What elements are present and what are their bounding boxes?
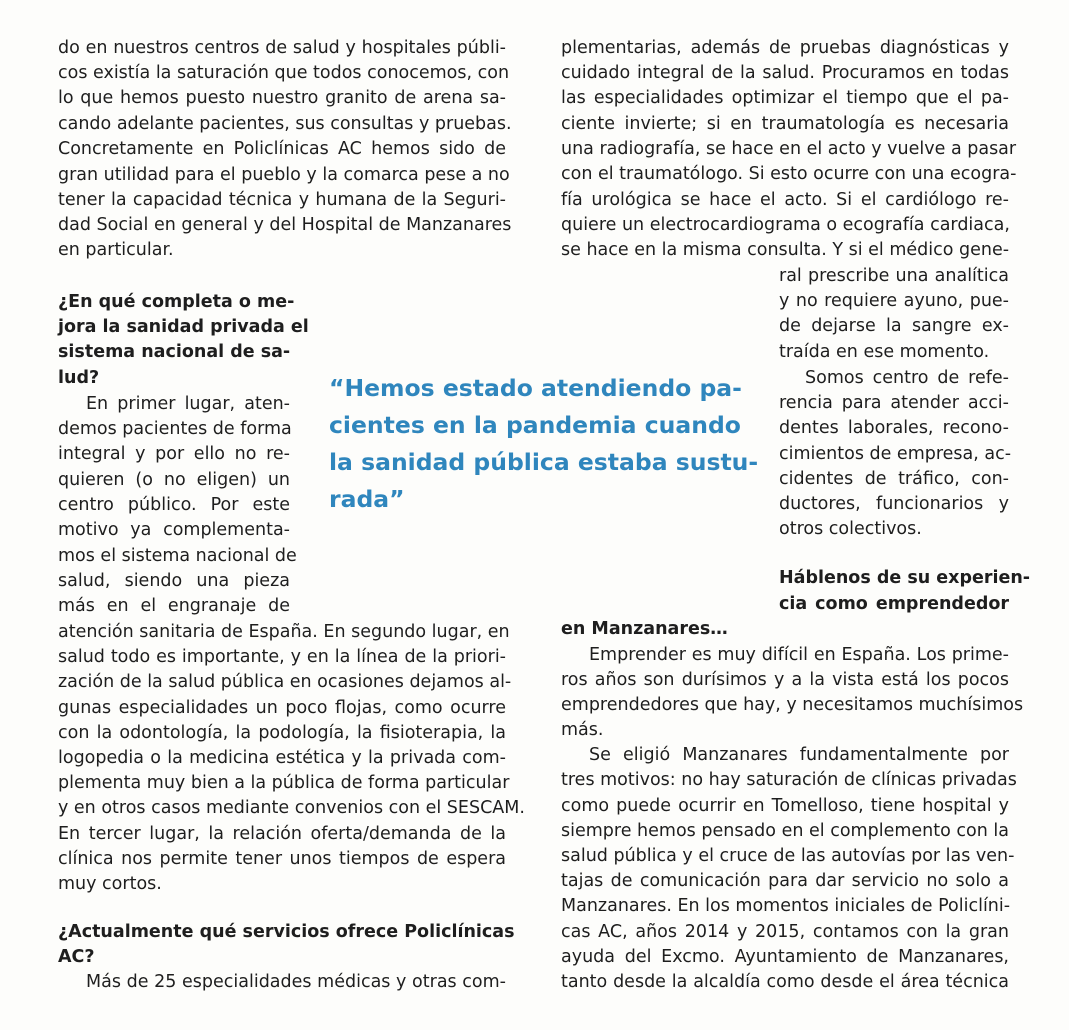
text-line: salud todo es importante, y en la línea de la priori- xyxy=(58,647,506,667)
text-line: se hace en la misma consulta. Y si el médico gene- xyxy=(561,240,1010,260)
text-line: plementa muy bien a la pública de forma particular xyxy=(58,773,510,793)
text-line: salud pública y el cruce de las autovías por las ven- xyxy=(561,846,1015,866)
text-line: atención sanitaria de España. En segundo lugar, en xyxy=(58,622,510,642)
text-line: centro público. Por este xyxy=(58,495,290,515)
text-line: más en el engranaje de xyxy=(58,596,290,616)
text-line: plementarias, además de pruebas diagnósticas y xyxy=(561,38,1009,58)
text-line: cimientos de empresa, ac- xyxy=(779,444,1012,464)
text-line: zación de la salud pública en ocasiones dejamos al- xyxy=(58,672,512,692)
heading-line: Háblenos de su experien- xyxy=(779,568,1031,588)
text-line: ayuda del Excmo. Ayuntamiento de Manzanares, xyxy=(561,947,1009,967)
pull-quote-line: la sanidad pública estaba sustu- xyxy=(329,448,759,476)
text-line: como puede ocurrir en Tomelloso, tiene hospital y xyxy=(561,796,1009,816)
text-line: Más de 25 especialidades médicas y otras com- xyxy=(86,972,506,992)
text-line: ciente invierte; si en traumatología es necesaria xyxy=(561,114,1009,134)
text-line: gran utilidad para el pueblo y la comarca pese a no xyxy=(58,165,510,185)
heading-line: en Manzanares… xyxy=(561,619,728,639)
heading-line: cia como emprendedor xyxy=(779,594,1009,614)
text-line: más. xyxy=(561,720,604,740)
text-line: En primer lugar, aten- xyxy=(86,394,290,414)
text-line: y en otros casos mediante convenios con el SESCAM. xyxy=(58,798,525,818)
text-line: mos el sistema nacional de xyxy=(58,546,297,566)
text-line: fía urológica se hace el acto. Si el cardiólogo re- xyxy=(561,190,1009,210)
text-line: do en nuestros centros de salud y hospitales públi- xyxy=(58,38,506,58)
text-line: tanto desde la alcaldía como desde el área técnica xyxy=(561,972,1009,992)
text-line: clínica nos permite tener unos tiempos de espera xyxy=(58,849,506,869)
text-line: con la odontología, la podología, la fisioterapia, la xyxy=(58,723,506,743)
text-line: salud, siendo una pieza xyxy=(58,571,290,591)
text-line: las especialidades optimizar el tiempo que el pa- xyxy=(561,88,1009,108)
text-line: quieren (o no eligen) un xyxy=(58,470,290,490)
text-line: tres motivos: no hay saturación de clínicas privadas xyxy=(561,770,1017,790)
text-line: muy cortos. xyxy=(58,874,162,894)
text-line: de dejarse la sangre ex- xyxy=(779,316,1009,336)
pull-quote-line: “Hemos estado atendiendo pa- xyxy=(329,374,742,402)
text-line: Concretamente en Policlínicas AC hemos sido de xyxy=(58,139,506,159)
text-line: ral prescribe una analítica xyxy=(779,266,1009,286)
text-line: cando adelante pacientes, sus consultas y pruebas. xyxy=(58,114,512,134)
text-line: ductores, funcionarios y xyxy=(779,494,1009,514)
text-line: cas AC, años 2014 y 2015, contamos con la gran xyxy=(561,922,1009,942)
text-line: con el traumatólogo. Si esto ocurre con una ecogra- xyxy=(561,164,1017,184)
text-line: rencia para atender acci- xyxy=(779,393,1009,413)
text-line: tener la capacidad técnica y humana de la Seguri- xyxy=(58,190,506,210)
text-line: Emprender es muy difícil en España. Los prime- xyxy=(589,645,1009,665)
text-line: motivo ya complementa- xyxy=(58,520,290,540)
heading-line: sistema nacional de sa- xyxy=(58,342,291,362)
text-line: integral y por ello no re- xyxy=(58,444,290,464)
text-line: en particular. xyxy=(58,240,174,260)
text-line: En tercer lugar, la relación oferta/demanda de la xyxy=(58,824,506,844)
text-line: Somos centro de refe- xyxy=(805,368,1009,388)
text-line: traída en ese momento. xyxy=(779,342,990,362)
text-line: dad Social en general y del Hospital de Manzanares xyxy=(58,215,512,235)
heading-line: ¿En qué completa o me- xyxy=(58,292,295,312)
pull-quote-line: rada” xyxy=(329,485,405,513)
text-line: y no requiere ayuno, pue- xyxy=(779,291,1009,311)
heading-line: ¿Actualmente qué servicios ofrece Policlínicas xyxy=(58,922,515,942)
text-line: cidentes de tráfico, con- xyxy=(779,469,1009,489)
heading-line: jora la sanidad privada el xyxy=(58,317,309,337)
text-line: Manzanares. En los momentos iniciales de Policlíni- xyxy=(561,896,1011,916)
text-line: dentes laborales, recono- xyxy=(779,418,1009,438)
text-line: cos existía la saturación que todos conocemos, con xyxy=(58,63,510,83)
text-line: cuidado integral de la salud. Procuramos en todas xyxy=(561,63,1009,83)
text-line: una radiografía, se hace en el acto y vuelve a pasar xyxy=(561,139,1017,159)
heading-line: AC? xyxy=(58,947,95,967)
text-line: lo que hemos puesto nuestro granito de arena sa- xyxy=(58,88,506,108)
text-line: tajas de comunicación para dar servicio no solo a xyxy=(561,871,1009,891)
text-line: ros años son durísimos y a la vista está los pocos xyxy=(561,670,1009,690)
text-line: demos pacientes de forma xyxy=(58,419,292,439)
text-line: siempre hemos pensado en el complemento con la xyxy=(561,821,1009,841)
text-line: emprendedores que hay, y necesitamos muchísimos xyxy=(561,695,1024,715)
text-line: quiere un electrocardiograma o ecografía cardiaca, xyxy=(561,215,1010,235)
text-line: gunas especialidades un poco flojas, como ocurre xyxy=(58,698,506,718)
heading-line: lud? xyxy=(58,368,100,388)
text-line: otros colectivos. xyxy=(779,519,922,539)
text-line: Se eligió Manzanares fundamentalmente por xyxy=(589,745,1009,765)
text-line: logopedia o la medicina estética y la privada com- xyxy=(58,748,506,768)
pull-quote-line: cientes en la pandemia cuando xyxy=(329,411,741,439)
